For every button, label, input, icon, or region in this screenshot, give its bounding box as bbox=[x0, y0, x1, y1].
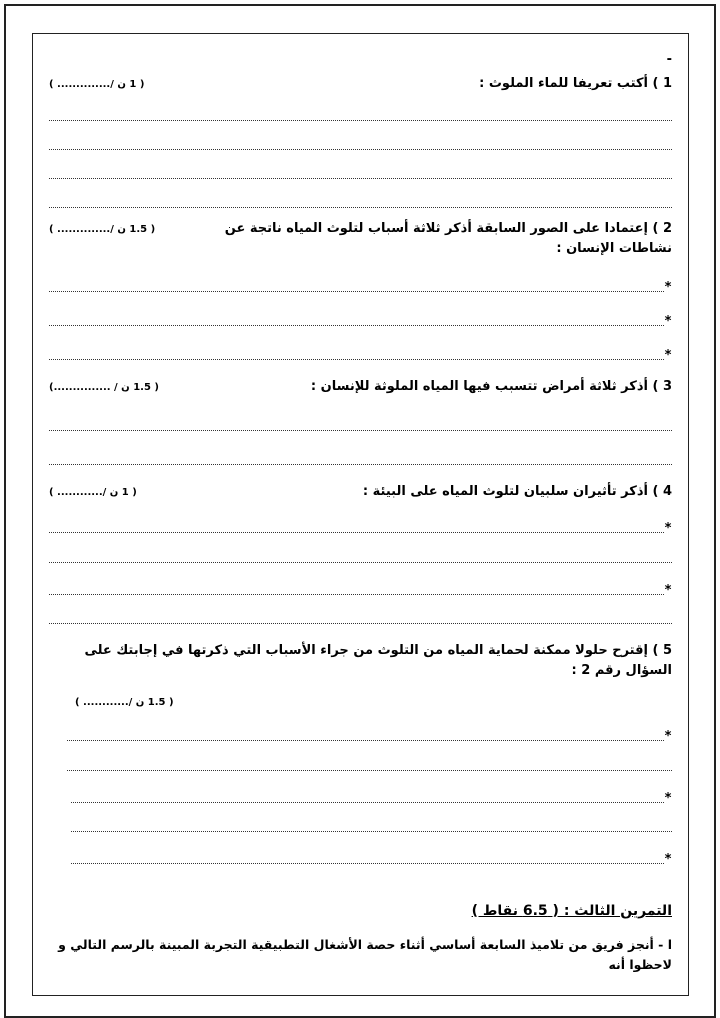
answer-line[interactable] bbox=[49, 562, 672, 563]
answer-line[interactable] bbox=[49, 325, 664, 326]
exercise-3-intro: ا - أنجز فريق من تلاميذ السابعة أساسي أثناء حصة الأشغال التطبيقية التجربة المبينة بالرسم التالي و لاحظوا أنه bbox=[58, 937, 672, 972]
answer-row bbox=[49, 124, 672, 153]
answer-row bbox=[49, 434, 672, 468]
question-2-row bbox=[49, 219, 672, 259]
answer-line[interactable] bbox=[71, 831, 672, 832]
bullet-star: * bbox=[664, 729, 672, 744]
answer-row bbox=[49, 806, 672, 835]
question-4-row bbox=[49, 482, 672, 503]
bullet-star: * bbox=[664, 583, 672, 598]
question-2-text: 2 ) إعتمادا على الصور السابقة أذكر ثلاثة أسباب لتلوث المياه ناتجة عن نشاطات الإنسان : bbox=[224, 221, 672, 256]
question-5-mark: ( 1.5 ن /............ ) bbox=[75, 697, 174, 708]
question-3-row bbox=[49, 377, 672, 398]
question-4-mark: ( 1 ن /............ ) bbox=[49, 487, 137, 498]
answer-row bbox=[49, 259, 672, 295]
answer-line[interactable] bbox=[49, 532, 664, 533]
bullet-star: * bbox=[664, 348, 672, 363]
exercise-3-title: التمرين الثالث : ( 6.5 نقاط ) bbox=[471, 903, 672, 919]
answer-row bbox=[49, 598, 672, 627]
question-1-row bbox=[49, 74, 672, 95]
answer-row bbox=[49, 835, 672, 867]
top-dash: - bbox=[666, 52, 672, 67]
answer-row bbox=[49, 744, 672, 774]
question-5-row bbox=[49, 641, 672, 681]
question-3-text: 3 ) أذكر ثلاثة أمراض تتسبب فيها المياه الملوثة للإنسان : bbox=[310, 379, 672, 394]
answer-line[interactable] bbox=[49, 178, 672, 179]
answer-row bbox=[49, 536, 672, 566]
bullet-star: * bbox=[664, 314, 672, 329]
answer-line[interactable] bbox=[49, 623, 672, 624]
bullet-star: * bbox=[664, 521, 672, 536]
bullet-star: * bbox=[664, 280, 672, 295]
answer-row bbox=[49, 712, 672, 744]
question-3-mark: ( 1.5 ن / ...............) bbox=[49, 382, 159, 393]
answer-row bbox=[49, 398, 672, 434]
answer-line[interactable] bbox=[49, 430, 672, 431]
answer-line[interactable] bbox=[67, 740, 664, 741]
question-4-text: 4 ) أذكر تأثيران سلبيان لتلوث المياه على البيئة : bbox=[362, 484, 672, 499]
answer-line[interactable] bbox=[71, 802, 664, 803]
answer-row bbox=[49, 503, 672, 536]
bullet-star: * bbox=[664, 852, 672, 867]
question-2-mark: ( 1.5 ن /.............. ) bbox=[49, 224, 156, 235]
question-5-text: 5 ) إقترح حلولا ممكنة لحماية المياه من التلوث من جراء الأسباب التي ذكرتها في إجابتك على السؤال رقم 2 : bbox=[84, 643, 672, 678]
page-outer-border bbox=[4, 4, 716, 1018]
answer-row bbox=[49, 182, 672, 211]
answer-line[interactable] bbox=[67, 770, 672, 771]
question-1-text: 1 ) أكتب تعريفا للماء الملوث : bbox=[479, 76, 672, 91]
bullet-star: * bbox=[664, 791, 672, 806]
answer-line[interactable] bbox=[49, 207, 672, 208]
answer-line[interactable] bbox=[49, 149, 672, 150]
page-inner-border bbox=[32, 33, 689, 996]
question-5-mark-row bbox=[49, 691, 672, 712]
answer-line[interactable] bbox=[49, 594, 664, 595]
answer-line[interactable] bbox=[49, 359, 664, 360]
answer-row bbox=[49, 329, 672, 363]
answer-line[interactable] bbox=[71, 863, 664, 864]
answer-row bbox=[49, 95, 672, 124]
answer-row bbox=[49, 566, 672, 598]
answer-line[interactable] bbox=[49, 120, 672, 121]
answer-row bbox=[49, 153, 672, 182]
answer-row bbox=[49, 774, 672, 806]
answer-row bbox=[49, 295, 672, 329]
question-1-mark: ( 1 ن /.............. ) bbox=[49, 79, 145, 90]
answer-line[interactable] bbox=[49, 291, 664, 292]
answer-line[interactable] bbox=[49, 464, 672, 465]
